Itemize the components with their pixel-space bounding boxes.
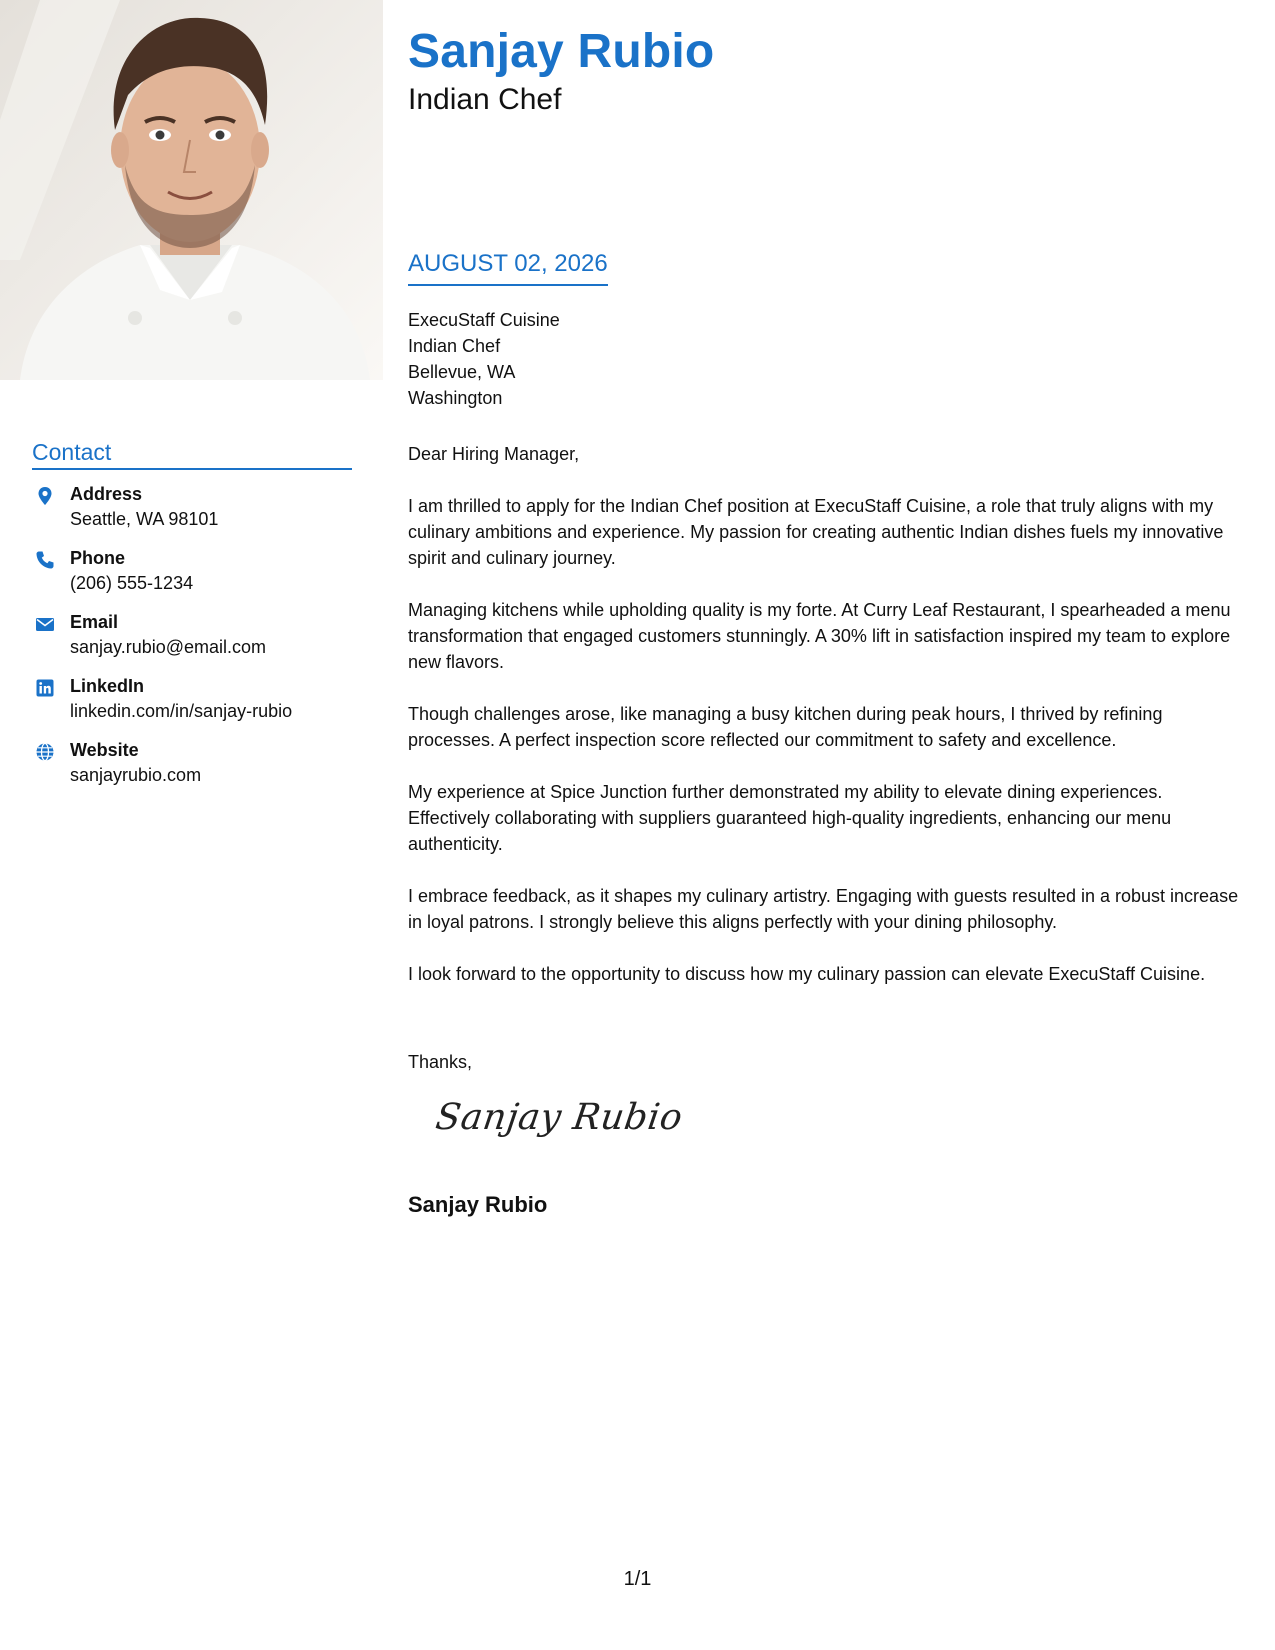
letter-header (408, 22, 1248, 118)
page-number: 1/1 (623, 1568, 652, 1590)
website-value[interactable]: sanjayrubio.com (70, 765, 202, 785)
recipient-state: Washington (408, 388, 503, 408)
globe-icon (35, 742, 55, 762)
letter-paragraph: I look forward to the opportunity to discuss how my culinary passion can elevate ExecuStaff Cuisine. (408, 964, 1206, 984)
profile-photo (0, 0, 383, 380)
letter-date: AUGUST 02, 2026 (408, 248, 608, 286)
letter-closing: Thanks, (408, 1052, 473, 1072)
recipient-block (408, 307, 560, 411)
contact-item-email (32, 610, 352, 660)
phone-icon (35, 550, 55, 570)
linkedin-icon (35, 678, 55, 698)
linkedin-label: LinkedIn (70, 676, 145, 696)
letter-paragraph: Though challenges arose, like managing a busy kitchen during peak hours, I thrived by refining processes. A perfect inspection score reflected our commitment to safety and excellence. (408, 704, 1163, 750)
address-label: Address (70, 484, 143, 504)
location-pin-icon (35, 486, 55, 506)
email-value: sanjay.rubio@email.com (70, 637, 267, 657)
envelope-icon (35, 614, 55, 634)
letter-paragraph: My experience at Spice Junction further demonstrated my ability to elevate dining experiences. Effectively collaborating with suppliers guaranteed high-quality ingredients, enhancing our menu authenticity. (408, 782, 1172, 854)
contact-heading: Contact (32, 438, 352, 470)
linkedin-value[interactable]: linkedin.com/in/sanjay-rubio (70, 701, 293, 721)
email-label: Email (70, 612, 119, 632)
contact-item-phone (32, 546, 352, 596)
handwritten-signature: Sanjay Rubio (433, 1097, 686, 1138)
recipient-city: Bellevue, WA (408, 362, 516, 382)
letter-greeting: Dear Hiring Manager, (408, 444, 580, 464)
applicant-title: Indian Chef (408, 83, 562, 116)
letter-paragraph: I embrace feedback, as it shapes my culinary artistry. Engaging with guests resulted in a robust increase in loyal patrons. I strongly believe this aligns perfectly with your dining philosophy. (408, 886, 1239, 932)
recipient-position: Indian Chef (408, 336, 501, 356)
contact-sidebar (32, 438, 352, 802)
letter-body (408, 441, 1248, 1013)
applicant-name: Sanjay Rubio (408, 25, 715, 78)
website-label: Website (70, 740, 139, 760)
signer-name: Sanjay Rubio (408, 1192, 548, 1217)
phone-label: Phone (70, 548, 126, 568)
address-value: Seattle, WA 98101 (70, 509, 219, 529)
contact-item-linkedin (32, 674, 352, 724)
letter-paragraph: I am thrilled to apply for the Indian Chef position at ExecuStaff Cuisine, a role that truly aligns with my culinary ambitions and experience. My passion for creating authentic Indian dishes fuels my innovative spirit and culinary journey. (408, 496, 1224, 568)
contact-item-website (32, 738, 352, 788)
phone-value: (206) 555-1234 (70, 573, 194, 593)
letter-paragraph: Managing kitchens while upholding quality is my forte. At Curry Leaf Restaurant, I spearheaded a menu transformation that engaged customers stunningly. A 30% lift in satisfaction inspired my team to explore new flavors. (408, 600, 1231, 672)
recipient-company: ExecuStaff Cuisine (408, 310, 560, 330)
contact-item-address (32, 482, 352, 532)
